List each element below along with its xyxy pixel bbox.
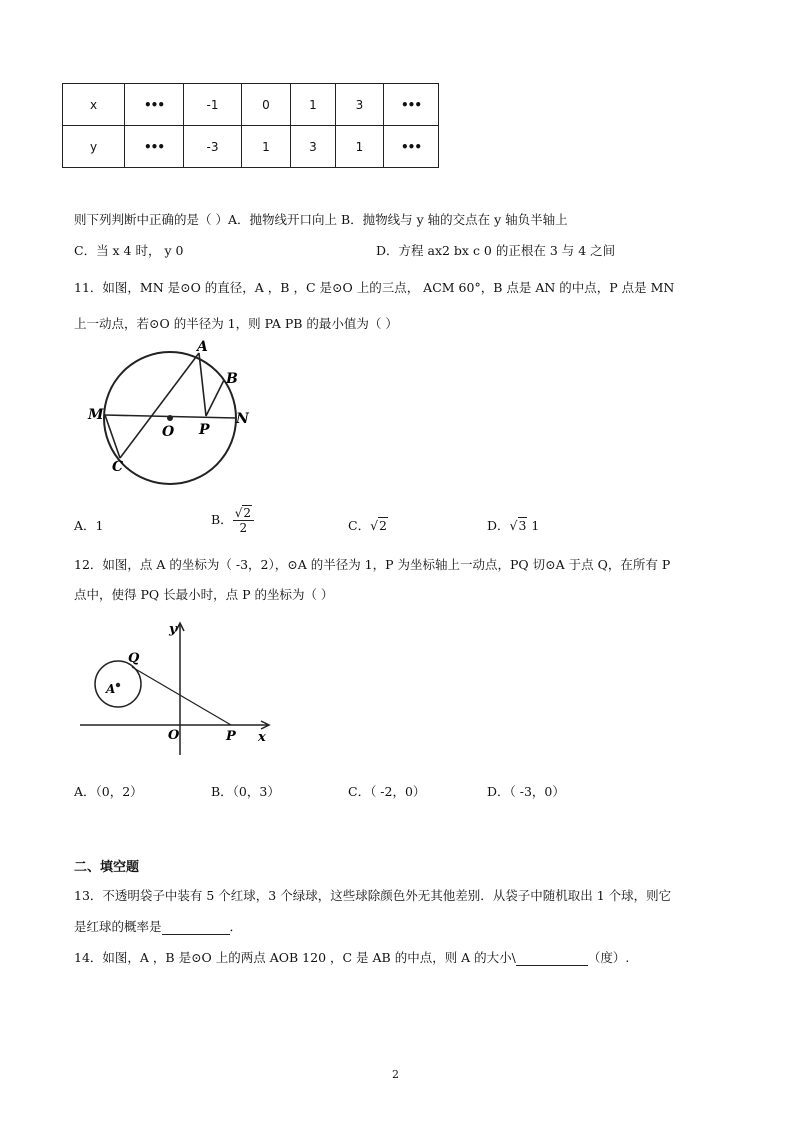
- table-cell: 0: [242, 84, 291, 126]
- label-p: P: [199, 422, 210, 438]
- label-y: y: [169, 622, 177, 637]
- table-cell: 3: [336, 84, 384, 126]
- q12-option-c: C．（ -2，0）: [348, 784, 426, 799]
- table-cell: x: [63, 84, 125, 126]
- q14-prefix: 14．如图，A ，B 是⊙O 上的两点 AOB 120 ，C 是 AB 的中点，则 A 的大小\: [74, 950, 516, 965]
- q13-line1: 13．不透明袋子中装有 5 个红球，3 个绿球，这些球除颜色外无其他差别．从袋子中随机取出 1 个球，则它: [74, 888, 672, 903]
- q14-line: [74, 948, 629, 966]
- table-cell: •••: [125, 126, 184, 168]
- label-b: B: [226, 371, 238, 387]
- q10-option-d: D．方程 ax2 bx c 0 的正根在 3 与 4 之间: [376, 243, 616, 258]
- table-cell: •••: [384, 84, 439, 126]
- q12-option-b: B．（0，3）: [211, 784, 280, 799]
- page-number: 2: [392, 1068, 399, 1081]
- answer-blank[interactable]: [162, 919, 230, 935]
- radicand: 3: [518, 518, 527, 533]
- q11-line2: 上一动点，若⊙O 的半径为 1，则 PA PB 的最小值为（ ）: [74, 316, 398, 331]
- table-cell: •••: [125, 84, 184, 126]
- fraction: $\frac{√2}{2}$: [233, 506, 254, 535]
- center-a-dot: [116, 683, 120, 687]
- q11-option-a: A．1: [74, 518, 104, 533]
- label-q: Q: [128, 651, 140, 666]
- radicand: 2: [379, 518, 387, 533]
- q14-suffix: （度）.: [587, 950, 630, 965]
- q11-option-d: D．√3 1: [487, 518, 540, 533]
- q12-option-a: A．（0，2）: [74, 784, 143, 799]
- table-cell: 3: [291, 126, 336, 168]
- table-row: [63, 84, 439, 126]
- table-cell: •••: [384, 126, 439, 168]
- option-c-prefix: C．: [348, 518, 371, 533]
- label-a: A: [106, 682, 116, 696]
- option-d-suffix: 1: [527, 518, 540, 533]
- label-o: O: [168, 728, 180, 743]
- q11-option-c: C．√2: [348, 518, 387, 533]
- value-table: [62, 83, 439, 168]
- q11-circle-figure: [80, 335, 270, 485]
- q12-option-d: D．（ -3，0）: [487, 784, 565, 799]
- label-c: C: [112, 459, 124, 475]
- label-x: x: [258, 730, 266, 745]
- q13-prefix: 是红球的概率是: [74, 919, 162, 934]
- q13-suffix: ．: [229, 919, 243, 934]
- tangent-pq: [132, 667, 231, 725]
- q12-line1: 12．如图，点 A 的坐标为（ -3，2），⊙A 的半径为 1，P 为坐标轴上一动点，PQ 切⊙A 于点 Q，在所有 P: [74, 557, 671, 572]
- table-cell: 1: [336, 126, 384, 168]
- table-cell: 1: [291, 84, 336, 126]
- label-a: A: [197, 339, 208, 355]
- q11-option-b: [211, 506, 254, 535]
- label-m: M: [88, 407, 104, 423]
- answer-blank[interactable]: [516, 950, 588, 966]
- table-row: [63, 126, 439, 168]
- denominator: 2: [239, 521, 248, 535]
- table-cell: y: [63, 126, 125, 168]
- q11-line1: 11．如图，MN 是⊙O 的直径，A ，B ，C 是⊙O 上的三点， ACM 60°，B 点是 AN 的中点，P 点是 MN: [74, 280, 675, 295]
- q10-line1: 则下列判断中正确的是（ ）A．抛物线开口向上 B．抛物线与 y 轴的交点在 y 轴负半轴上: [74, 212, 568, 227]
- option-d-prefix: D．: [487, 518, 510, 533]
- segment-pb: [206, 380, 224, 416]
- center-dot: [167, 415, 173, 421]
- q12-coordinate-figure: [80, 618, 280, 758]
- option-b-prefix: B．: [211, 512, 233, 527]
- label-n: N: [236, 411, 249, 427]
- table-cell: 1: [242, 126, 291, 168]
- section-title: 二、填空题: [74, 860, 140, 875]
- table-cell: -3: [184, 126, 242, 168]
- q12-line2: 点中，使得 PQ 长最小时，点 P 的坐标为（ ）: [74, 587, 334, 602]
- label-o: O: [162, 424, 175, 440]
- label-p: P: [226, 729, 236, 744]
- q13-line2: [74, 917, 242, 935]
- chord-ac: [120, 353, 199, 458]
- numerator-radicand: 2: [243, 506, 251, 520]
- q10-option-c: C．当 x 4 时， y 0: [74, 243, 184, 258]
- table-cell: -1: [184, 84, 242, 126]
